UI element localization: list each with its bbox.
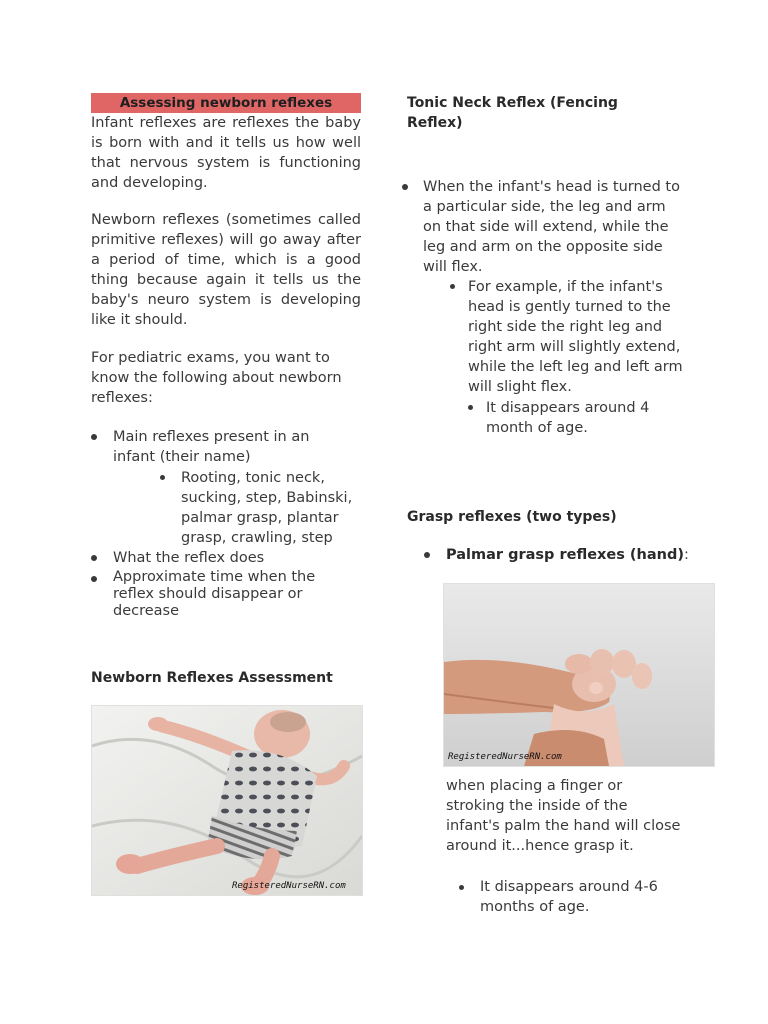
tonic-neck-heading: Tonic Neck Reflex (Fencing Reflex) [407,95,618,131]
bullet-tonic-neck: When the infant's head is turned to a particular side, the leg and arm on that side will extend, while the leg and arm on the opposite side will flex. [423,179,680,275]
bullet-tonic-disappears: It disappears around 4 month of age. [486,400,650,436]
bullet-dot [459,885,464,890]
photo-watermark: RegisteredNurseRN.com [232,881,346,891]
bullet-what-reflex-does: What the reflex does [113,550,265,566]
bullet-dot [424,552,430,558]
bullet-tonic-example: For example, if the infant's head is gently turned to the right side the right leg and right arm will slightly extend, while the left leg and left arm will slight flex. [468,279,683,395]
assessment-heading: Newborn Reflexes Assessment [91,670,333,686]
grasp-heading: Grasp reflexes (two types) [407,509,617,525]
bullet-dot [450,284,455,289]
bullet-reflex-list: Rooting, tonic neck, sucking, step, Babinski, palmar grasp, plantar grasp, crawling, step [181,470,353,546]
bullet-dot [91,434,97,440]
intro-paragraph: Infant reflexes are reflexes the baby is born with and it tells us how well that nervous system is functioning and developing. [91,115,361,191]
bullet-palmar-disappears: It disappears around 4-6 months of age. [480,879,658,915]
bullet-palmar-grasp [446,545,706,565]
bullet-dot [91,576,97,582]
palmar-colon: : [683,547,689,563]
pediatric-exam-paragraph: For pediatric exams, you want to know the following about newborn reflexes: [91,350,342,406]
palmar-grasp-label: Palmar grasp reflexes (hand) [446,547,684,563]
bullet-main-reflexes: Main reflexes present in an infant (their name) [113,429,310,465]
bullet-dot [160,475,165,480]
primitive-reflexes-paragraph: Newborn reflexes (sometimes called primitive reflexes) will go away after a period of time, which is a good thing because again it tells us the baby's neuro system is developing like it should. [91,212,361,328]
newborn-photo [91,705,363,896]
palmar-grasp-description: when placing a finger or stroking the inside of the infant's palm the hand will close around it...hence grasp it. [446,778,681,854]
section-heading: Assessing newborn reflexes [91,93,361,113]
bullet-approx-time: Approximate time when the reflex should disappear or decrease [113,569,316,619]
bullet-dot [468,405,473,410]
palmar-grasp-photo [443,583,715,767]
bullet-dot [91,555,97,561]
photo-watermark: RegisteredNurseRN.com [448,752,562,762]
bullet-dot [402,184,408,190]
